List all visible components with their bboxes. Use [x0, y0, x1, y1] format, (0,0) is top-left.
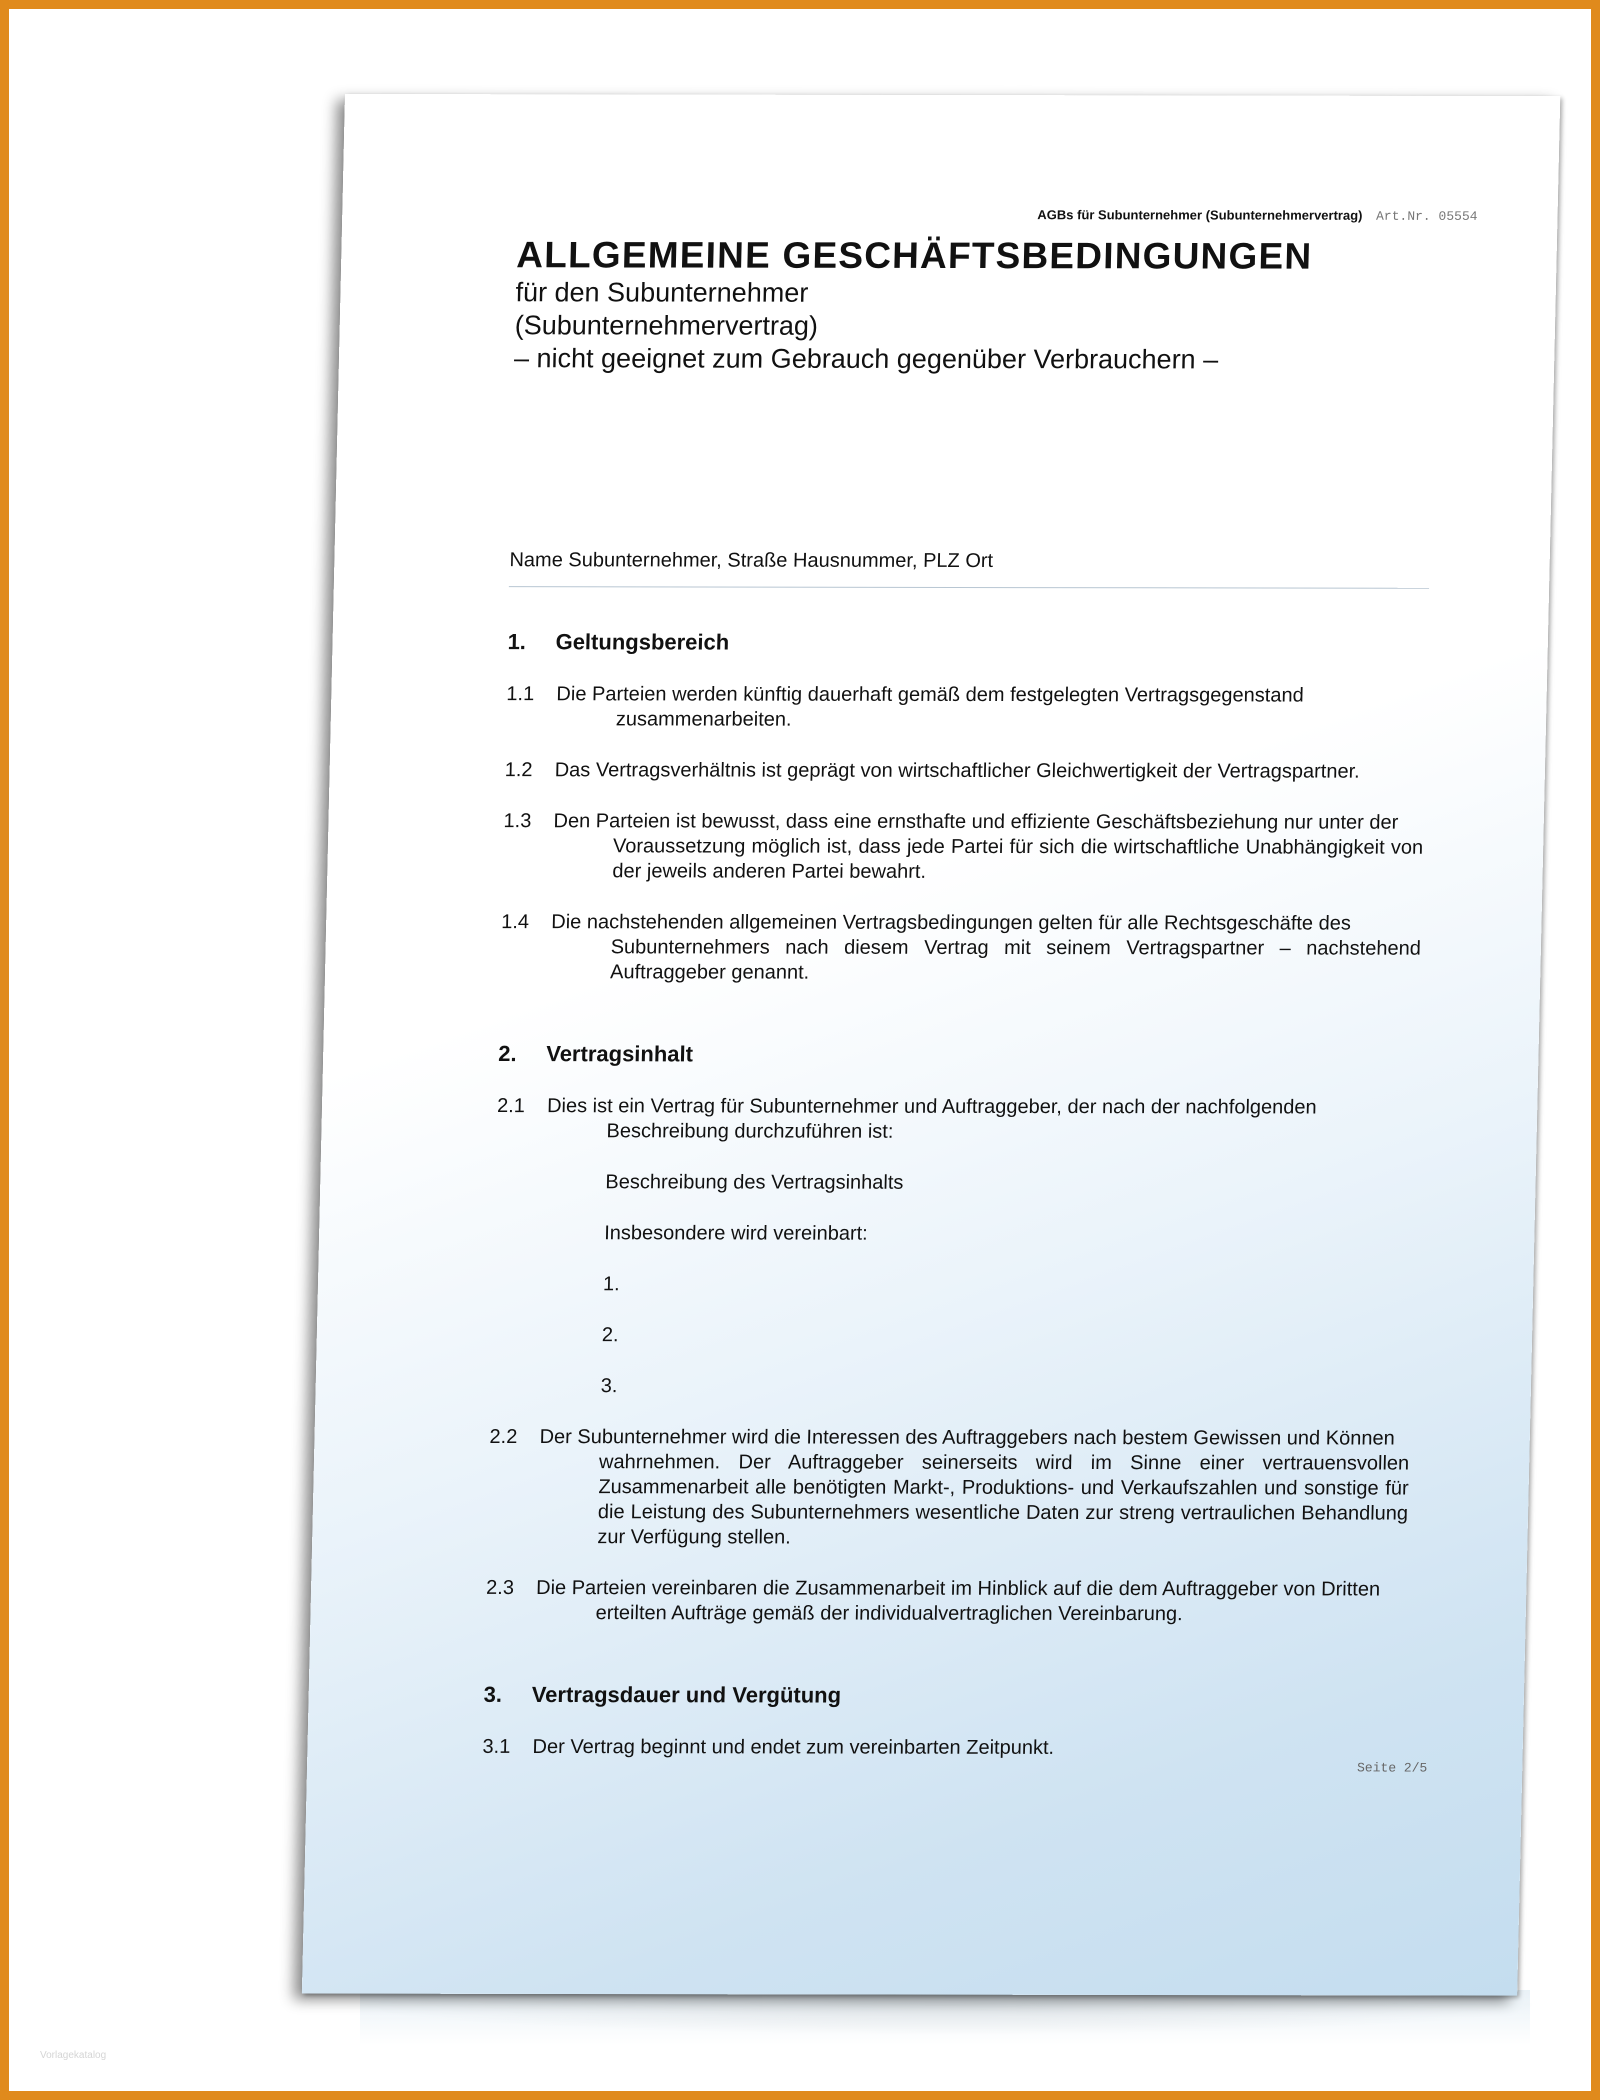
clause-text-cont: wahrnehmen. Der Auftraggeber seinerseits wird im Sinne einer vertrauensvollen Zusammenarbeit alle benötigten Markt-, Produktions- und Verkaufszahlen und sonstige für die Leistung des Subunternehmers wesentliche Daten zur streng vertraulichen Behandlung zur Verfügung stellen.: [597, 1451, 1410, 1549]
clause-text-cont: zusammenarbeiten.: [615, 708, 792, 731]
clause-text: Den Parteien ist bewusst, dass eine ernsthafte und effiziente Geschäftsbeziehung nur unter der: [553, 810, 1399, 834]
section-title: Vertragsdauer und Vergütung: [531, 1681, 842, 1708]
subtitle-line: – nicht geeignet zum Gebrauch gegenüber Verbrauchern –: [513, 343, 1219, 375]
address-line: Name Subunternehmer, Straße Hausnummer, PLZ Ort: [509, 549, 994, 573]
contract-content-line: Beschreibung des Vertragsinhalts: [605, 1171, 904, 1194]
agreement-list-item: 2.: [601, 1324, 619, 1347]
clause-text: Der Subunternehmer wird die Interessen des Auftraggebers nach bestem Gewissen und Können: [539, 1426, 1395, 1450]
header-art-nr: Art.Nr. 05554: [1375, 208, 1478, 224]
clause-number: 2.2: [489, 1425, 518, 1449]
contract-content-line: Insbesondere wird vereinbart:: [603, 1222, 869, 1245]
clause-number: 3.1: [482, 1735, 511, 1758]
clause-text: Die Parteien werden künftig dauerhaft gemäß dem festgelegten Vertragsgegenstand: [556, 683, 1304, 707]
agreement-list-item: 3.: [600, 1375, 618, 1398]
page-number: Seite 2/5: [1356, 1760, 1428, 1776]
clause-number: 2.3: [485, 1576, 515, 1599]
watermark: Vorlagekatalog: [40, 2050, 107, 2061]
clause-number: 2.1: [496, 1095, 526, 1118]
subtitle-line: (Subunternehmervertrag): [514, 310, 819, 341]
section-number: 2.: [497, 1041, 517, 1067]
clause-number: 1.2: [504, 759, 533, 782]
agreement-list-item: 1.: [602, 1273, 621, 1296]
section-title: Geltungsbereich: [555, 629, 730, 655]
clause-text-cont: Voraussetzung möglich ist, dass jede Partei für sich die wirtschaftliche Unabhängigkeit von der jeweils anderen Partei bewahrt.: [612, 835, 1424, 883]
header-doc-name: AGBs für Subunternehmer (Subunternehmervertrag): [1037, 207, 1363, 223]
clause-text: Dies ist ein Vertrag für Subunternehmer und Auftraggeber, der nach der nachfolgenden: [546, 1095, 1317, 1119]
clause-text-cont: Beschreibung durchzuführen ist:: [606, 1120, 894, 1143]
clause-text: Das Vertragsverhältnis ist geprägt von wirtschaftlicher Gleichwertigkeit der Vertragspartner.: [554, 759, 1360, 783]
clause-text: Die nachstehenden allgemeinen Vertragsbedingungen gelten für alle Rechtsgeschäfte des: [551, 911, 1352, 935]
clause-text: Der Vertrag beginnt und endet zum vereinbarten Zeitpunkt.: [532, 1735, 1055, 1759]
doc-title: ALLGEMEINE GESCHÄFTSBEDINGUNGEN: [515, 234, 1313, 277]
clause-number: 1.3: [503, 810, 532, 833]
section-number: 3.: [483, 1681, 503, 1707]
clause-number: 1.1: [506, 683, 535, 706]
section-title: Vertragsinhalt: [545, 1041, 694, 1067]
clause-text-cont: erteilten Aufträge gemäß der individualvertraglichen Vereinbarung.: [595, 1602, 1184, 1626]
clause-text-cont: Subunternehmers nach diesem Vertrag mit seinem Vertragspartner – nachstehend Auftraggeber genannt.: [609, 936, 1422, 984]
clause-number: 1.4: [501, 911, 530, 934]
clause-text: Die Parteien vereinbaren die Zusammenarbeit im Hinblick auf die dem Auftraggeber von Dritten: [535, 1577, 1381, 1601]
subtitle-line: für den Subunternehmer: [515, 277, 809, 308]
section-number: 1.: [507, 629, 527, 655]
